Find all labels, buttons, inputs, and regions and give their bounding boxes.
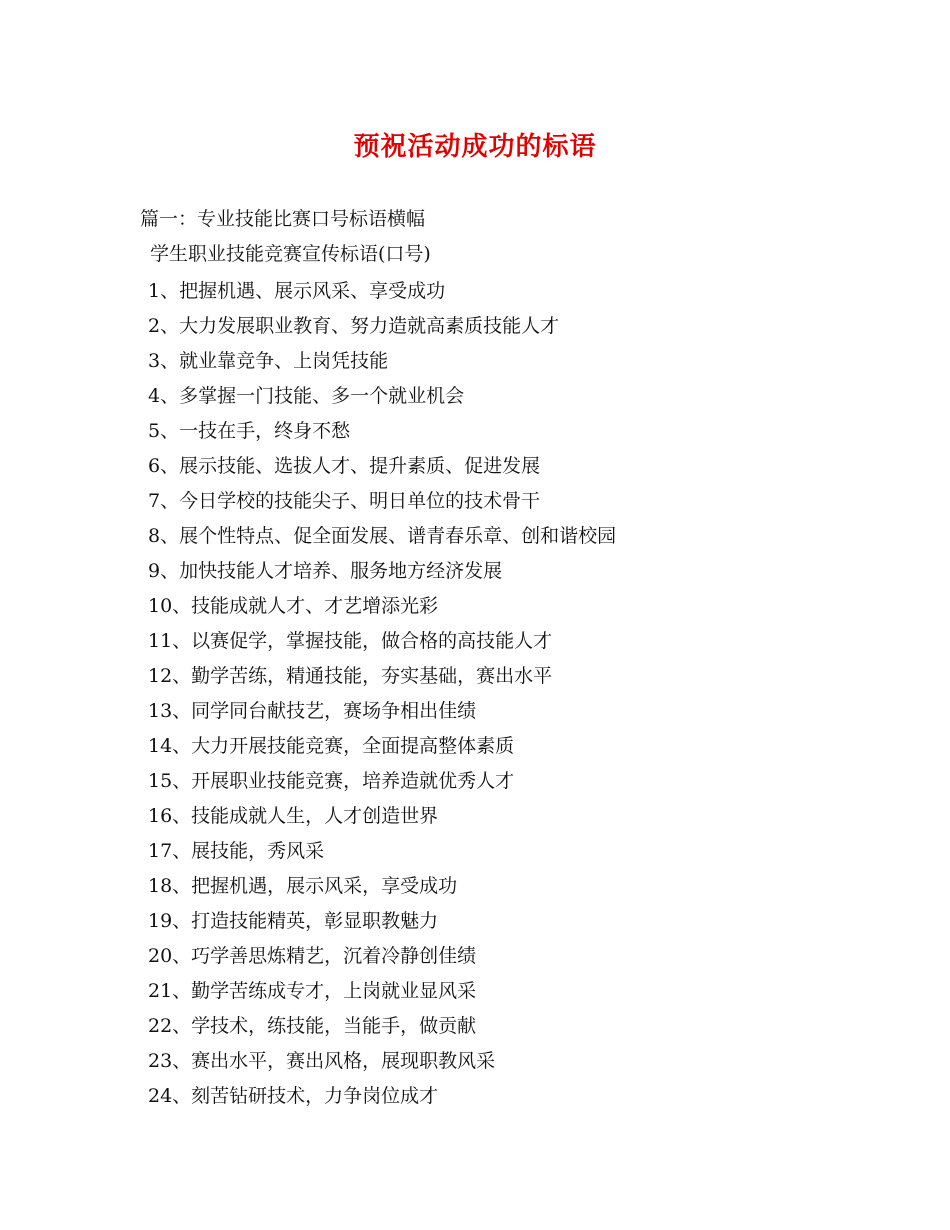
slogan-item: 21、勤学苦练成专才，上岗就业显风采 — [148, 980, 477, 1002]
document-title: 预祝活动成功的标语 — [353, 132, 597, 162]
slogan-item: 18、把握机遇，展示风采，享受成功 — [148, 875, 458, 897]
slogan-item: 13、同学同台献技艺，赛场争相出佳绩 — [148, 700, 477, 722]
slogan-item: 24、刻苦钻研技术，力争岗位成才 — [148, 1085, 439, 1107]
slogan-item: 1、把握机遇、展示风采、享受成功 — [148, 280, 446, 302]
slogan-item: 8、展个性特点、促全面发展、谱青春乐章、创和谐校园 — [148, 525, 617, 547]
slogan-item: 2、大力发展职业教育、努力造就高素质技能人才 — [148, 315, 560, 337]
slogan-item: 11、以赛促学，掌握技能，做合格的高技能人才 — [148, 630, 553, 652]
slogan-list — [148, 276, 616, 1116]
slogan-item: 10、技能成就人才、才艺增添光彩 — [148, 595, 439, 617]
slogan-item: 19、打造技能精英，彰显职教魅力 — [148, 910, 439, 932]
section-heading: 篇一：专业技能比赛口号标语横幅 — [140, 208, 426, 230]
slogan-item: 23、赛出水平，赛出风格，展现职教风采 — [148, 1050, 496, 1072]
slogan-item: 22、学技术，练技能，当能手，做贡献 — [148, 1015, 477, 1037]
subheading: 学生职业技能竞赛宣传标语(口号) — [150, 243, 431, 265]
slogan-item: 15、开展职业技能竞赛，培养造就优秀人才 — [148, 770, 515, 792]
slogan-item: 9、加快技能人才培养、服务地方经济发展 — [148, 560, 503, 582]
slogan-item: 7、今日学校的技能尖子、明日单位的技术骨干 — [148, 490, 541, 512]
slogan-item: 4、多掌握一门技能、多一个就业机会 — [148, 385, 465, 407]
slogan-item: 17、展技能，秀风采 — [148, 840, 325, 862]
slogan-item: 12、勤学苦练，精通技能，夯实基础，赛出水平 — [148, 665, 553, 687]
slogan-item: 6、展示技能、选拔人才、提升素质、促进发展 — [148, 455, 541, 477]
slogan-item: 5、一技在手，终身不愁 — [148, 420, 351, 442]
slogan-item: 20、巧学善思炼精艺，沉着冷静创佳绩 — [148, 945, 477, 967]
slogan-item: 3、就业靠竞争、上岗凭技能 — [148, 350, 389, 372]
slogan-item: 16、技能成就人生，人才创造世界 — [148, 805, 439, 827]
slogan-item: 14、大力开展技能竞赛，全面提高整体素质 — [148, 735, 515, 757]
